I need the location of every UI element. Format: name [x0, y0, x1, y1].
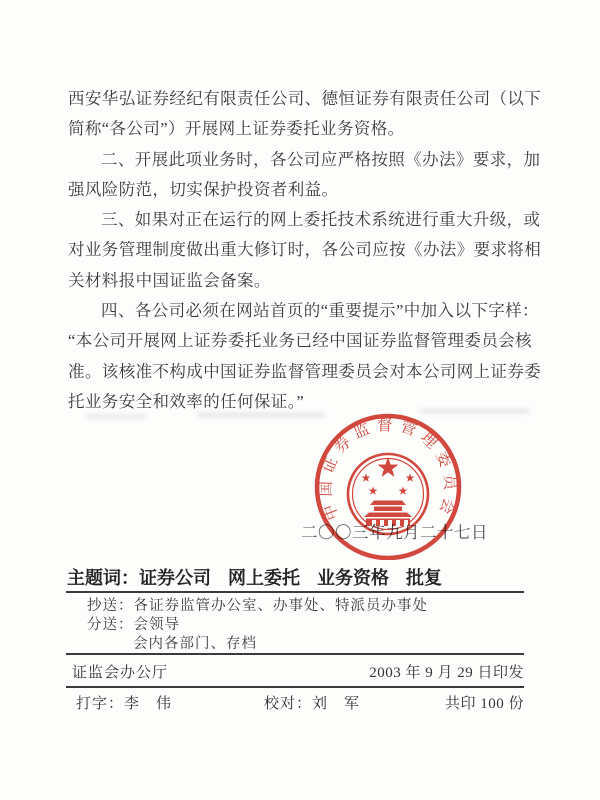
- body-line: 二、开展此项业务时，各公司应严格按照《办法》要求，加: [101, 149, 541, 169]
- staff-row: [72, 692, 524, 714]
- dist-line: 分送：会领导: [87, 616, 180, 633]
- keyword-item: 业务资格: [317, 568, 389, 588]
- seal-text: 中国证券监督管理委员会: [316, 416, 460, 523]
- keyword-item: 网上委托: [228, 568, 300, 588]
- divider-rule: [66, 686, 524, 688]
- keyword-item: 批复: [406, 568, 442, 588]
- body-text: [68, 84, 544, 417]
- proofreader: 校对：刘 军: [264, 696, 361, 712]
- body-line: “本公司开展网上证券委托业务已经中国证券监督管理委员会核: [68, 331, 533, 351]
- keywords-line: [67, 564, 537, 590]
- body-line: 简称“各公司”）开展网上证券委托业务资格。: [68, 119, 405, 139]
- body-line: 关材料报中国证监会备案。: [68, 270, 271, 290]
- body-line: 准。该核准不构成中国证券监督管理委员会对本公司网上证券委: [68, 361, 542, 381]
- body-line: 对业务管理制度做出重大修订时，各公司应按《办法》要求将相: [68, 240, 542, 260]
- body-line: 强风险防范，切实保护投资者利益。: [68, 179, 339, 199]
- document-date: 二〇〇三年九月二十七日: [301, 523, 488, 542]
- print-date: 2003 年 9 月 29 日印发: [369, 665, 524, 681]
- printing-office: 证监会办公厅: [72, 665, 169, 681]
- divider-rule: [66, 653, 524, 655]
- distribution-block: [87, 597, 527, 653]
- copies-count: 共印 100 份: [444, 696, 524, 712]
- scan-smudge: [86, 414, 146, 419]
- body-line: 西安华弘证券经纪有限责任公司、德恒证券有限责任公司（以下: [68, 89, 542, 108]
- keywords-items: [139, 568, 442, 588]
- body-line: 托业务安全和效率的任何保证。”: [68, 391, 305, 411]
- keyword-item: 证券公司: [139, 568, 211, 588]
- printer-row: [72, 661, 524, 683]
- cc-line: 抄送：各证券监管办公室、办事处、特派员办事处: [87, 598, 428, 614]
- divider-rule: [66, 591, 524, 593]
- keywords-label: 主题词：: [67, 568, 139, 588]
- body-line: 三、如果对正在运行的网上委托技术系统进行重大升级，或: [101, 210, 541, 230]
- body-line: 四、各公司必须在网站首页的“重要提示”中加入以下字样：: [101, 301, 539, 321]
- typist: 打字：李 伟: [76, 696, 173, 712]
- dist-line: 会内各部门、存档: [133, 635, 257, 652]
